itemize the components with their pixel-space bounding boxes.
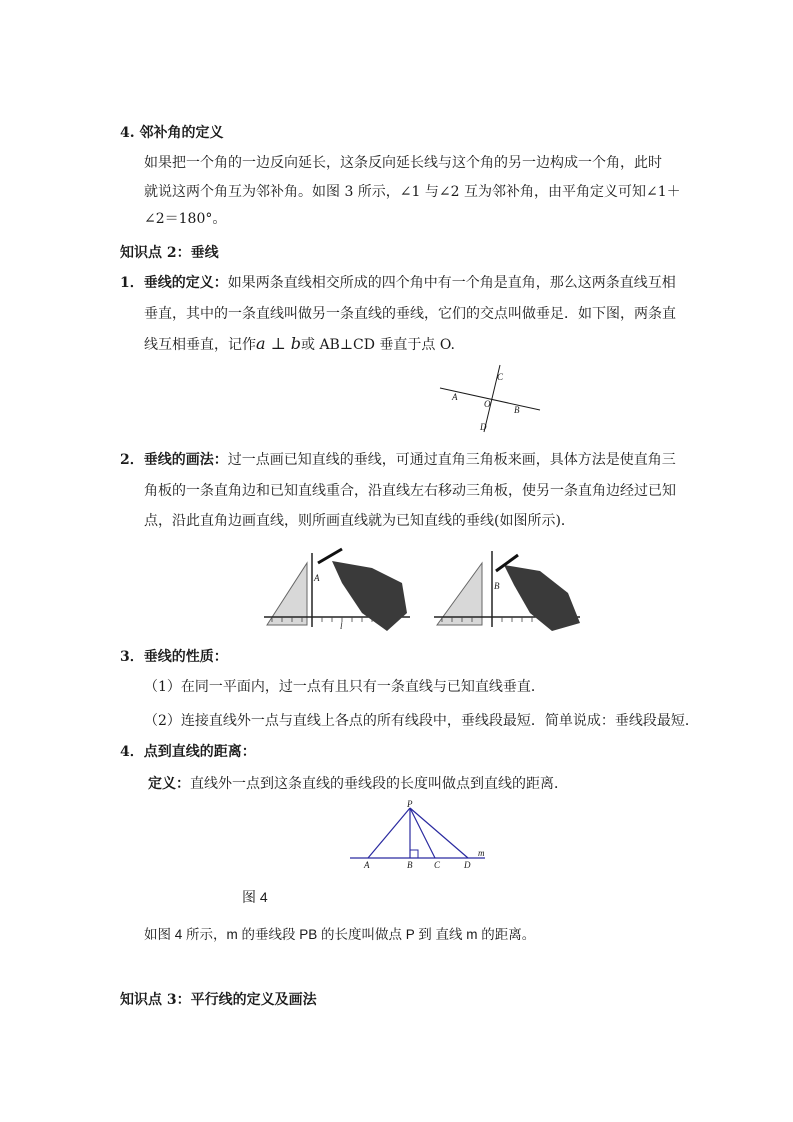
paragraph-line: 角板的一条直角边和已知直线重合，沿直线左右移动三角板，使另一条直角边经过已知 (144, 483, 676, 499)
segment-pd (410, 808, 468, 858)
item-4-line (120, 741, 256, 761)
property-1: （1）在同一平面内，过一点有且只有一条直线与已知直线垂直． (144, 679, 545, 695)
item-2-line (120, 449, 676, 469)
photo-label-l: l (340, 621, 343, 631)
label-p: P (407, 799, 413, 809)
label-b: B (514, 405, 520, 415)
perpendicular-formula: a ⊥ b (256, 334, 301, 353)
label-a: A (364, 860, 370, 870)
label-c: C (497, 372, 504, 382)
figure-caption: 图 4 (242, 889, 268, 905)
paragraph-line: 点，沿此直角边画直线，则所画直线就为已知直线的垂线(如图所示)． (144, 513, 575, 529)
right-angle-mark (410, 850, 418, 858)
definition-text: 直线外一点到这条直线的垂线段的长度叫做点到直线的距离． (190, 776, 568, 792)
item-number: 4． (120, 744, 144, 760)
photo-label-b: B (494, 581, 500, 591)
drawing-photo-right (432, 543, 582, 631)
item-number: 2． (120, 452, 144, 468)
label-a: A (452, 392, 458, 402)
definition-label: 定义： (148, 776, 190, 792)
property-2: （2）连接直线外一点与直线上各点的所有线段中，垂线段最短．简单说成：垂线段最短． (144, 713, 699, 729)
knowledge-point-heading: 知识点 2：垂线 (120, 245, 219, 261)
paragraph-line (144, 334, 455, 354)
label-b: B (407, 860, 413, 870)
item-text: 过一点画已知直线的垂线，可通过直角三角板来画，具体方法是使直角三 (227, 452, 676, 468)
paragraph-line: 如果把一个角的一边反向延长，这条反向延长线与这个角的另一边构成一个角，此时 (144, 155, 662, 171)
perpendicular-lines-figure (430, 360, 550, 435)
section-heading-adjacent-angles: 4. 邻补角的定义 (120, 125, 224, 141)
label-o: O (484, 399, 491, 409)
item-title: 垂线的性质： (143, 649, 228, 665)
paragraph-line: 就说这两个角互为邻补角。如图 3 所示，∠1 与∠2 互为邻补角，由平角定义可知∠1＋ (144, 184, 681, 200)
point-line-distance-figure (350, 800, 500, 872)
paragraph-line: ∠2＝180°。 (144, 211, 227, 227)
photo-label-a: A (314, 573, 320, 583)
segment-pa (368, 808, 410, 858)
label-c: C (434, 860, 441, 870)
item-title: 点到直线的距离： (143, 744, 256, 760)
item-text: 如果两条直线相交所成的四个角中有一个角是直角，那么这两条直线互相 (227, 275, 676, 291)
knowledge-point-heading: 知识点 3：平行线的定义及画法 (120, 992, 317, 1008)
label-m: m (478, 848, 485, 858)
drawing-photo-left (262, 543, 412, 631)
paragraph-text: 或 AB⊥CD 垂直于点 O. (301, 337, 455, 353)
paragraph-line: 垂直，其中的一条直线叫做另一条直线的垂线，它们的交点叫做垂足．如下图，两条直 (144, 306, 676, 322)
label-d: D (464, 860, 471, 870)
label-d: D (480, 422, 487, 432)
item-3-line (120, 646, 228, 666)
item-1-line (120, 272, 676, 292)
distance-explanation: 如图 4 所示，m 的垂线段 PB 的长度叫做点 P 到 直线 m 的距离。 (144, 927, 536, 942)
definition-line (148, 773, 568, 793)
item-number: 1． (120, 275, 144, 291)
item-number: 3． (120, 649, 144, 665)
item-title: 垂线的画法： (143, 452, 228, 468)
paragraph-text: 线互相垂直，记作 (144, 337, 256, 353)
item-title: 垂线的定义： (143, 275, 228, 291)
